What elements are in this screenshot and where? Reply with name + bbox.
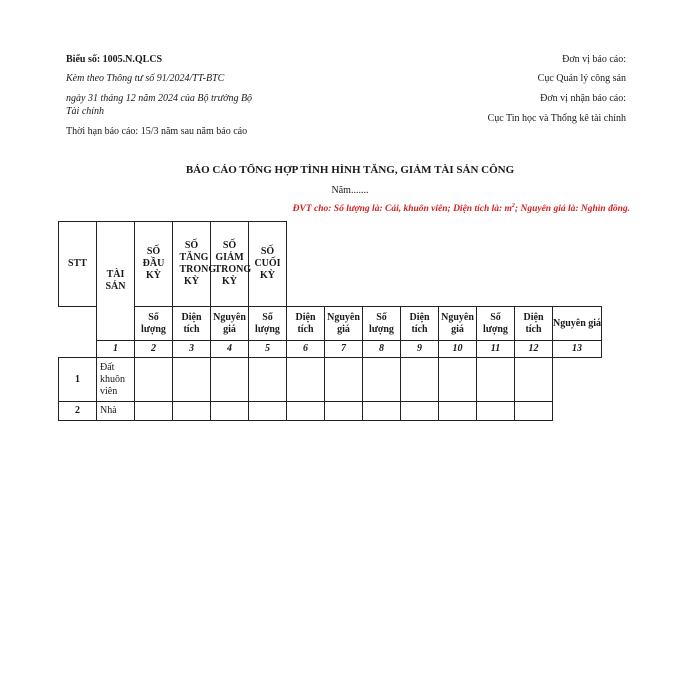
reporting-unit: Cục Quản lý công sản [537, 73, 626, 84]
subheader-cell: Nguyên giá [211, 307, 249, 341]
subheader-cell: Diện tích [287, 307, 325, 341]
subheader-cell: Số lượng [477, 307, 515, 341]
form-code: Biểu số: 1005.N.QLCS [66, 54, 163, 65]
column-number-row [59, 341, 602, 358]
column-number: 12 [515, 341, 553, 358]
header-stt: STT [59, 222, 97, 307]
subheader-cell: Diện tích [401, 307, 439, 341]
column-number: 7 [325, 341, 363, 358]
data-cell [439, 402, 477, 421]
data-cell [515, 402, 553, 421]
column-number: 6 [287, 341, 325, 358]
subheader-cell: Nguyên giá [325, 307, 363, 341]
circular-reference: Kèm theo Thông tư số 91/2024/TT-BTC [66, 73, 225, 84]
data-cell [477, 358, 515, 402]
row-stt: 2 [59, 402, 97, 421]
column-number: 8 [363, 341, 401, 358]
subheader-cell: Số lượng [135, 307, 173, 341]
unit-note-suffix: ; Nguyên giá là: Nghìn đồng. [514, 204, 630, 215]
column-number: 10 [439, 341, 477, 358]
header-group-closing [249, 222, 287, 307]
column-number-blank [59, 341, 97, 358]
table-subheader-row [59, 307, 602, 341]
column-number: 2 [135, 341, 173, 358]
data-cell [325, 402, 363, 421]
subheader-blank [59, 307, 97, 341]
header-group-closing-label: SỐ CUỐI KỲ [254, 246, 281, 281]
header-blank [287, 222, 602, 307]
data-cell [173, 402, 211, 421]
data-cell [325, 358, 363, 402]
table-header-row [59, 222, 602, 307]
row-stt: 1 [59, 358, 97, 402]
issue-date-line-1: ngày 31 tháng 12 năm 2024 của Bộ trưởng Bộ [66, 93, 253, 104]
reporting-unit-label: Đơn vị báo cáo: [562, 54, 626, 65]
row-asset: Nhà [97, 402, 135, 421]
data-cell [363, 402, 401, 421]
column-number: 11 [477, 341, 515, 358]
data-cell [515, 358, 553, 402]
column-number: 9 [401, 341, 439, 358]
report-deadline: Thời hạn báo cáo: 15/3 năm sau năm báo cáo [66, 126, 248, 137]
data-cell [439, 358, 477, 402]
data-cell [287, 358, 325, 402]
header-group-decrease [211, 222, 252, 307]
data-cell [363, 358, 401, 402]
column-number: 13 [553, 341, 602, 358]
subheader-cell: Nguyên giá [439, 307, 477, 341]
report-year: Năm....... [331, 185, 369, 196]
subheader-cell: Nguyên giá [553, 307, 602, 341]
table-row [59, 402, 602, 421]
header-group-opening [135, 222, 173, 307]
data-cell [401, 358, 439, 402]
column-number: 4 [211, 341, 249, 358]
data-cell [287, 402, 325, 421]
receiving-unit: Cục Tin học và Thống kê tài chính [487, 113, 626, 124]
unit-note [293, 203, 630, 214]
header-group-decrease-label: SỐ GIẢM TRONG KỲ [214, 240, 252, 287]
row-asset: Đất khuôn viên [97, 358, 135, 402]
data-cell [211, 402, 249, 421]
report-title: BÁO CÁO TỔNG HỢP TÌNH HÌNH TĂNG, GIẢM TÀI SẢN CÔNG [185, 164, 515, 176]
table-row [59, 358, 602, 402]
data-cell [135, 358, 173, 402]
data-cell [211, 358, 249, 402]
data-cell [477, 402, 515, 421]
header-asset [97, 222, 135, 341]
data-cell [401, 402, 439, 421]
issue-date-line-2: Tài chính [66, 106, 105, 117]
header-group-opening-label: SỐ ĐẦU KỲ [142, 246, 165, 281]
column-number: 1 [97, 341, 135, 358]
subheader-cell: Diện tích [515, 307, 553, 341]
column-number: 3 [173, 341, 211, 358]
subheader-cell: Số lượng [249, 307, 287, 341]
header-asset-label: TÀI SẢN [105, 269, 126, 292]
asset-report-table [58, 221, 602, 421]
data-cell [249, 358, 287, 402]
header-group-increase-label: SỐ TĂNG TRONG KỲ [179, 240, 217, 287]
unit-note-prefix: ĐVT cho: Số lượng là: Cái, khuôn viên; Diện tích là: m [292, 204, 512, 215]
data-cell [135, 402, 173, 421]
data-cell [249, 402, 287, 421]
unit-note-superscript: 2 [511, 203, 515, 209]
subheader-cell: Diện tích [173, 307, 211, 341]
data-cell [173, 358, 211, 402]
subheader-cell: Số lượng [363, 307, 401, 341]
receiving-unit-label: Đơn vị nhận báo cáo: [540, 93, 626, 104]
header-group-increase [173, 222, 217, 307]
column-number: 5 [249, 341, 287, 358]
